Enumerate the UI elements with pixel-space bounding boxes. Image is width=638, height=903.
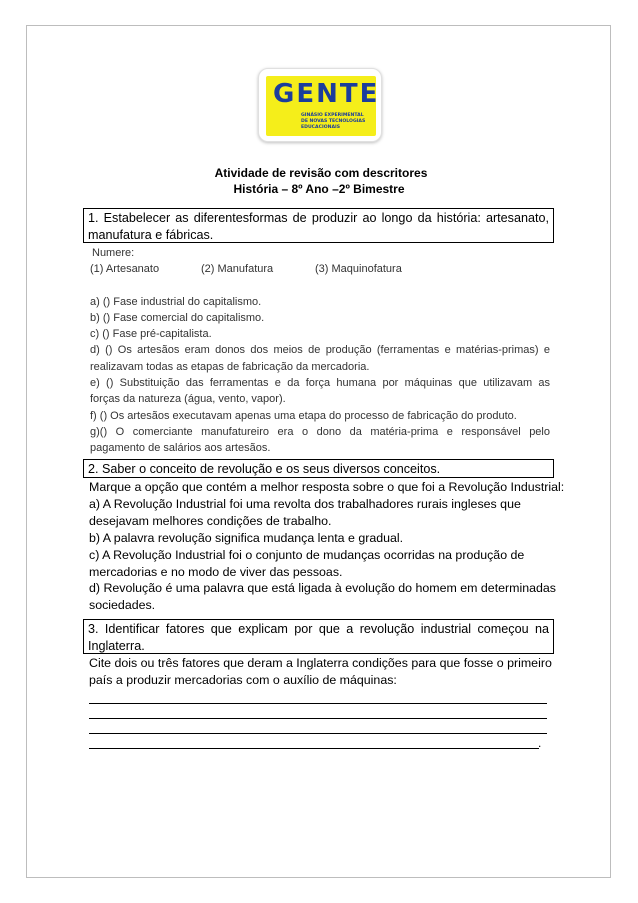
logo-badge	[266, 76, 380, 136]
option-artesanato: (1) Artesanato	[90, 263, 160, 276]
item-b: b) () Fase comercial do capitalismo.	[90, 311, 265, 324]
logo-word: GENTE	[273, 79, 380, 109]
answer-line-4[interactable]	[89, 735, 542, 750]
q2-line-6: mercadorias e no modo de viver das pessoas.	[89, 564, 343, 579]
question-2-body	[89, 479, 565, 614]
q2-line-5: c) A Revolução Industrial foi o conjunto de mudanças ocorridas na produção de	[89, 547, 525, 562]
q2-line-1: Marque a opção que contém a melhor resposta sobre o que foi a Revolução Industrial:	[89, 480, 565, 494]
logo-line-2: DE NOVAS TECNOLOGIAS	[301, 119, 366, 124]
item-a: a) () Fase industrial do capitalismo.	[90, 295, 262, 308]
q2-line-4: b) A palavra revolução significa mudança lenta e gradual.	[89, 530, 404, 545]
item-g-line-1: g)() O comerciante manufatureiro era o dono da matéria-prima e responsável pelo	[90, 425, 550, 438]
answer-line-2[interactable]	[89, 705, 547, 719]
question-3-title-line-1: 3. Identificar fatores que explicam por que a revolução industrial começou na	[88, 622, 549, 636]
numere-instruction: Numere:	[92, 247, 135, 259]
item-d-line-1: d) () Os artesãos eram donos dos meios de produção (ferramentas e matérias-primas) e	[90, 344, 550, 357]
question-1-header	[83, 208, 554, 243]
question-3-header	[83, 619, 554, 654]
q3-line-1: Cite dois ou três fatores que deram a Inglaterra condições para que fosse o primeiro	[89, 656, 552, 670]
logo-line-1: GINÁSIO EXPERIMENTAL	[301, 113, 364, 118]
question-3-body	[89, 655, 552, 749]
activity-subtitle: História – 8º Ano –2º Bimestre	[233, 182, 405, 196]
question-3-title-line-2: Inglaterra.	[88, 639, 145, 653]
q2-line-8: sociedades.	[89, 598, 156, 613]
option-maquinofatura: (3) Maquinofatura	[315, 263, 402, 276]
item-e-line-1: e) () Substituição das ferramentas e da força humana por máquinas que utilizavam as	[90, 377, 550, 390]
item-e-line-2: forças da natureza (água, vento, vapor).	[90, 393, 286, 406]
question-2-title: 2. Saber o conceito de revolução e os seus diversos conceitos.	[88, 462, 441, 476]
q2-line-3: desejavam melhores condições de trabalho.	[89, 513, 332, 528]
question-1-body	[90, 245, 550, 457]
numere-options	[90, 261, 550, 277]
school-logo	[258, 68, 382, 142]
q3-line-2: país a produzir mercadorias com o auxílio de máquinas:	[89, 672, 397, 687]
item-d-line-2: realizavam todas as etapas de fabricação da mercadoria.	[90, 360, 370, 373]
answer-line-3[interactable]	[89, 720, 547, 734]
logo-line-3: EDUCACIONAIS	[301, 125, 341, 130]
item-g-line-2: pagamento de salários aos artesãos.	[90, 442, 271, 455]
question-1-title-line-1: 1. Estabelecer as diferentesformas de produzir ao longo da história: artesanato,	[88, 211, 549, 225]
activity-title: Atividade de revisão com descritores	[214, 166, 428, 180]
spacer	[90, 278, 550, 294]
item-c: c) () Fase pré-capitalista.	[90, 328, 212, 341]
q2-line-2: a) A Revolução Industrial foi uma revolta dos trabalhadores rurais ingleses que	[89, 496, 521, 511]
item-f: f) () Os artesãos executavam apenas uma etapa do processo de fabricação do produto.	[90, 409, 517, 422]
option-manufatura: (2) Manufatura	[201, 263, 274, 276]
question-1-title-line-2: manufatura e fábricas.	[88, 228, 214, 242]
q2-line-7: d) Revolução é uma palavra que está ligada à evolução do homem em determinadas	[89, 581, 556, 596]
question-2-header	[83, 459, 554, 478]
answer-period: .	[538, 736, 542, 750]
answer-line-1[interactable]	[89, 690, 547, 704]
